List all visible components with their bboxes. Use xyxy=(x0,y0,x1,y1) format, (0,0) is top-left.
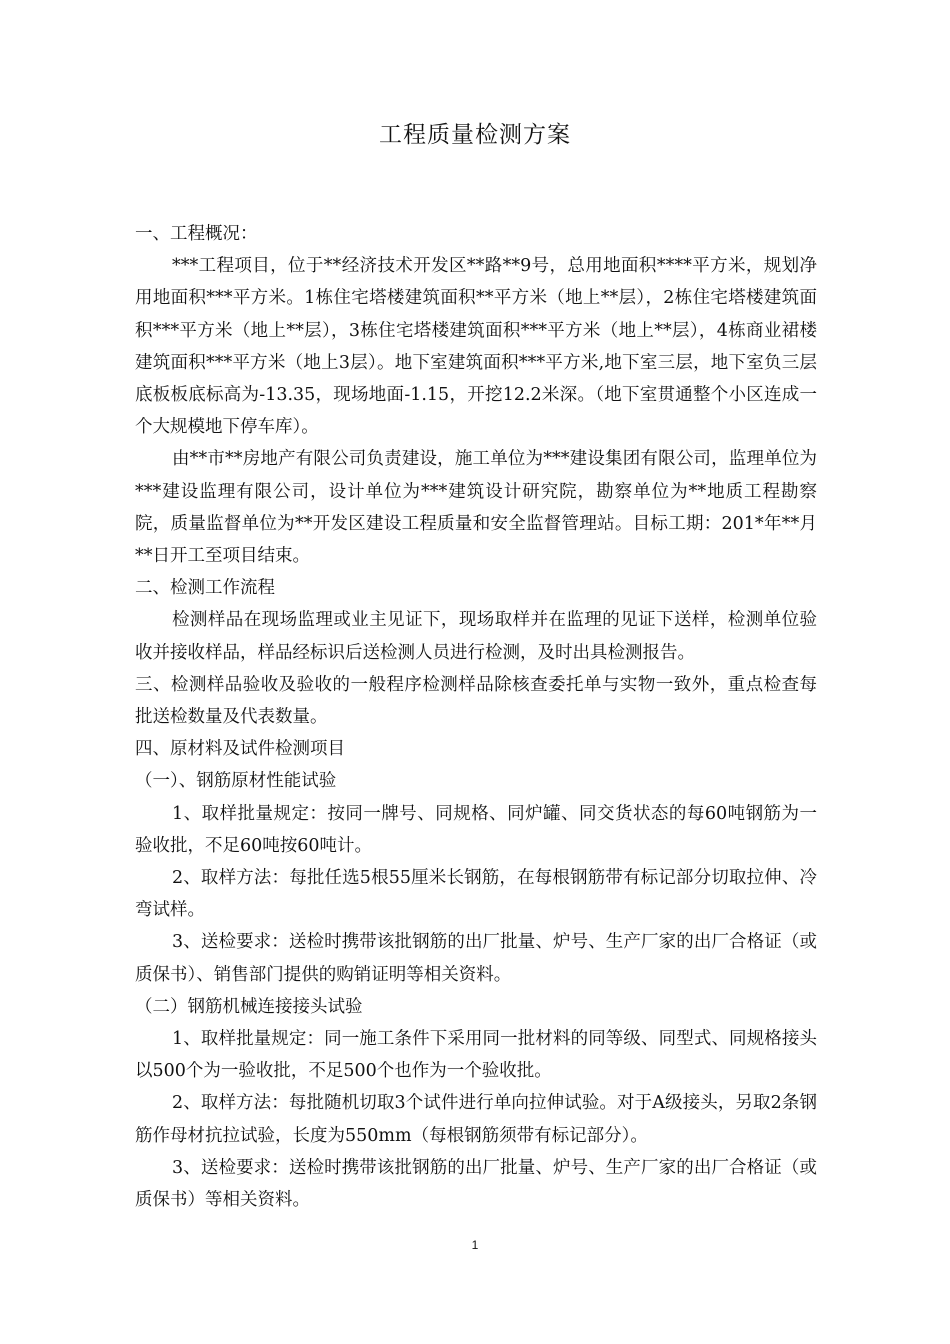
paragraph-rebar-sampling: 2、取样方法：每批任选5根55厘米长钢筋，在每根钢筋带有标记部分切取拉伸、冷弯试样。 xyxy=(135,868,817,921)
paragraph-rebar-requirements: 3、送检要求：送检时携带该批钢筋的出厂批量、炉号、生产厂家的出厂合格证（或质保书）、销售部门提供的购销证明等相关资料。 xyxy=(135,932,817,985)
paragraph-rebar-batch: 1、取样批量规定：按同一牌号、同规格、同炉罐、同交货状态的每60吨钢筋为一验收批，不足60吨按60吨计。 xyxy=(135,803,817,856)
heading-sample-acceptance: 三、检测样品验收及验收的一般程序检测样品除核查委托单与实物一致外，重点检查每批送检数量及代表数量。 xyxy=(135,674,817,728)
paragraph-project-parties: 由**市**房地产有限公司负责建设，施工单位为***建设集团有限公司，监理单位为***建设监理有限公司，设计单位为***建筑设计研究院，勘察单位为**地质工程勘察院，质量监督单位为**开发区建设工程质量和安全监督管理站。目标工期：201*年**月**日开工至项目结束。 xyxy=(135,449,817,567)
subheading-mechanical-joint-test: （二）钢筋机械连接接头试验 xyxy=(135,996,363,1017)
paragraph-workflow: 检测样品在现场监理或业主见证下，现场取样并在监理的见证下送样，检测单位验收并接收样品，样品经标识后送检测人员进行检测，及时出具检测报告。 xyxy=(135,610,817,663)
heading-project-overview: 一、工程概况： xyxy=(135,224,258,244)
paragraph-project-location: ***工程项目，位于**经济技术开发区**路**9号，总用地面积****平方米，规划净用地面积***平方米。1栋住宅塔楼建筑面积**平方米（地上**层），2栋住宅塔楼建筑面积***平方米（地上**层），3栋住宅塔楼建筑面积***平方米（地上**层），4栋商业裙楼建筑面积***平方米（地上3层）。地下室建筑面积***平方米,地下室三层，地下室负三层底板板底标高为-13.35，现场地面-1.15，开挖12.2米深。（地下室贯通整个小区连成一个大规模地下停车库）。 xyxy=(135,256,817,438)
page-number: 1 xyxy=(471,1238,479,1252)
paragraph-joint-sampling: 2、取样方法：每批随机切取3个试件进行单向拉伸试验。对于A级接头，另取2条钢筋作母材抗拉试验，长度为550mm（每根钢筋须带有标记部分）。 xyxy=(135,1093,817,1146)
paragraph-joint-batch: 1、取样批量规定：同一施工条件下采用同一批材料的同等级、同型式、同规格接头以500个为一验收批，不足500个也作为一个验收批。 xyxy=(135,1029,817,1082)
document-title: 工程质量检测方案 xyxy=(379,122,571,148)
heading-workflow: 二、检测工作流程 xyxy=(135,578,275,599)
paragraph-joint-requirements: 3、送检要求：送检时携带该批钢筋的出厂批量、炉号、生产厂家的出厂合格证（或质保书）等相关资料。 xyxy=(135,1157,817,1211)
heading-test-items: 四、原材料及试件检测项目 xyxy=(135,739,345,760)
document-body xyxy=(135,218,817,1216)
subheading-rebar-test: （一）、钢筋原材性能试验 xyxy=(135,771,337,792)
